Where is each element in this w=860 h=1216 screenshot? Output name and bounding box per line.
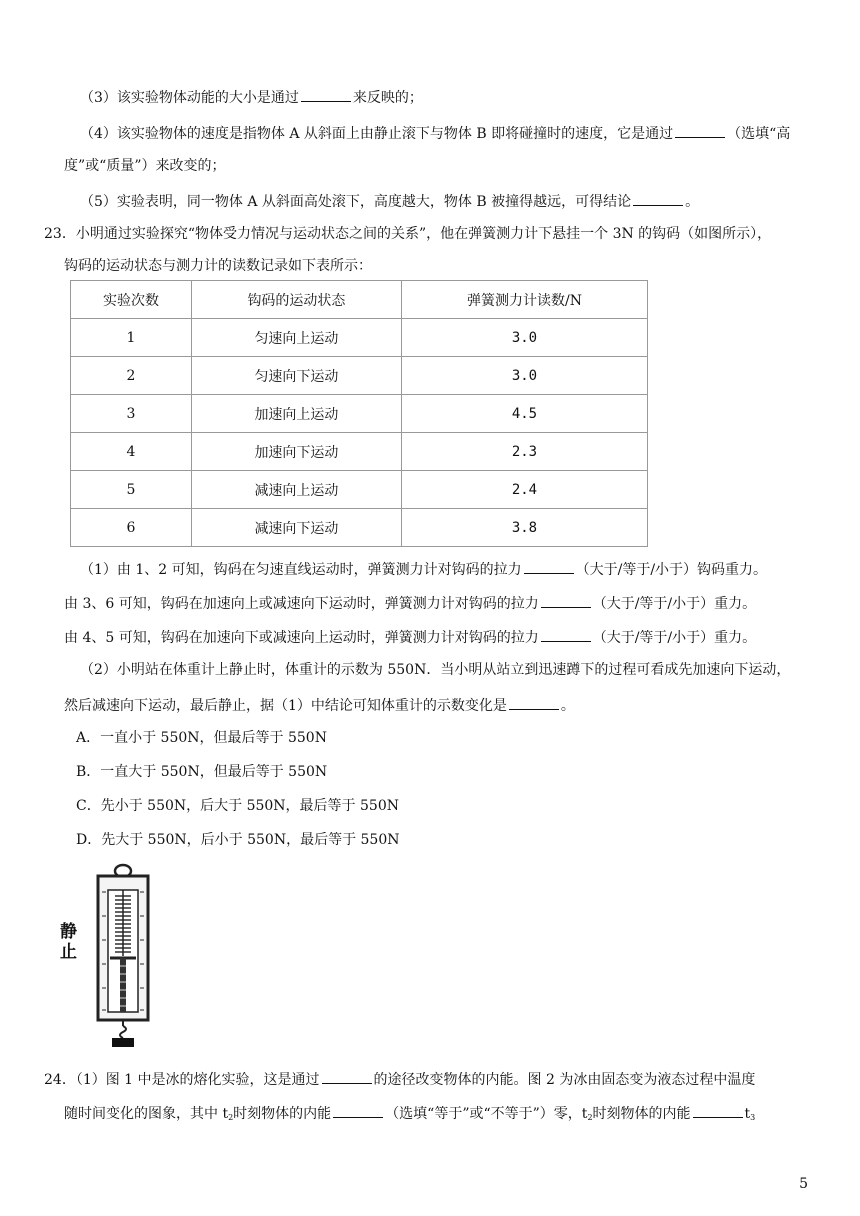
- table-cell: 减速向下运动: [191, 509, 401, 547]
- table-cell: 4.5: [401, 395, 647, 433]
- table-cell: 2: [71, 357, 192, 395]
- table-row: [71, 433, 648, 471]
- answer-blank[interactable]: [693, 1102, 743, 1118]
- table-cell: 2.3: [401, 433, 647, 471]
- answer-blank[interactable]: [675, 122, 725, 138]
- q22-line-4b: 度”或“质量”）来改变的；: [64, 158, 226, 174]
- table-cell: 3.0: [401, 357, 647, 395]
- answer-blank[interactable]: [322, 1068, 372, 1084]
- table-header-row: [71, 281, 648, 319]
- option-c[interactable]: C．先小于 550N，后大于 550N，最后等于 550N: [76, 798, 399, 814]
- answer-blank[interactable]: [524, 558, 574, 574]
- table-row: [71, 509, 648, 547]
- q23-intro-1: 23．小明通过实验探究“物体受力情况与运动状态之间的关系”，他在弹簧测力计下悬挂一个 3N 的钩码（如图所示），: [44, 226, 772, 242]
- data-table: [70, 280, 648, 547]
- page-number: 5: [799, 1176, 808, 1192]
- q22-line-4: （4）该实验物体的速度是指物体 A 从斜面上由静止滚下与物体 B 即将碰撞时的速度，它是通过 （选填“高: [80, 122, 790, 144]
- table-cell: 5: [71, 471, 192, 509]
- spring-scale-figure: [60, 862, 160, 1048]
- table-cell: 3: [71, 395, 192, 433]
- table-cell: 6: [71, 509, 192, 547]
- table-row: [71, 471, 648, 509]
- option-a[interactable]: A．一直小于 550N，但最后等于 550N: [76, 730, 327, 746]
- answer-blank[interactable]: [301, 86, 351, 102]
- figure-label: 静止: [60, 922, 77, 962]
- q23-part2-line-b: 然后减速向下运动，最后静止，据（1）中结论可知体重计的示数变化是 。: [64, 694, 575, 716]
- header-cell: 实验次数: [71, 281, 192, 319]
- header-cell: 钩码的运动状态: [191, 281, 401, 319]
- answer-blank[interactable]: [633, 190, 683, 206]
- table-cell: 1: [71, 319, 192, 357]
- option-d[interactable]: D．先大于 550N，后小于 550N，最后等于 550N: [76, 832, 400, 848]
- table-row: [71, 395, 648, 433]
- table-cell: 3.0: [401, 319, 647, 357]
- answer-blank[interactable]: [509, 694, 559, 710]
- q22-line-3: （3）该实验物体动能的大小是通过 来反映的；: [80, 86, 423, 108]
- header-cell: 弹簧测力计读数/N: [401, 281, 647, 319]
- answer-blank[interactable]: [333, 1102, 383, 1118]
- q23-part1-line-c: 由 4、5 可知，钩码在加速向下或减速向上运动时，弹簧测力计对钩码的拉力 （大于/等于/小于）重力。: [64, 626, 756, 648]
- answer-blank[interactable]: [541, 592, 591, 608]
- q22-line-5: （5）实验表明，同一物体 A 从斜面高处滚下，高度越大，物体 B 被撞得越远，可得结论 。: [80, 190, 699, 212]
- table-row: [71, 357, 648, 395]
- q24-line-2: 随时间变化的图象，其中 $t_2$时刻物体的内能 （选填“等于”或“不等于”）零，$t_2$时刻物体的内能 $t_3$: [64, 1102, 755, 1128]
- table-cell: 匀速向上运动: [191, 319, 401, 357]
- table-cell: 3.8: [401, 509, 647, 547]
- table-cell: 减速向上运动: [191, 471, 401, 509]
- q23-part2-line-a: （2）小明站在体重计上静止时，体重计的示数为 550N．当小明从站立到迅速蹲下的过程可看成先加速向下运动，: [80, 662, 791, 678]
- option-b[interactable]: B．一直大于 550N，但最后等于 550N: [76, 764, 328, 780]
- q24-line-1: 24．（1）图 1 中是冰的熔化实验，这是通过 的途径改变物体的内能。图 2 为冰由固态变为液态过程中温度: [44, 1068, 755, 1090]
- table-cell: 加速向下运动: [191, 433, 401, 471]
- table-cell: 匀速向下运动: [191, 357, 401, 395]
- table-cell: 加速向上运动: [191, 395, 401, 433]
- answer-blank[interactable]: [541, 626, 591, 642]
- table-row: [71, 319, 648, 357]
- q23-part1-line-b: 由 3、6 可知，钩码在加速向上或减速向下运动时，弹簧测力计对钩码的拉力 （大于/等于/小于）重力。: [64, 592, 756, 614]
- q23-part1-line-a: （1）由 1、2 可知，钩码在匀速直线运动时，弹簧测力计对钩码的拉力 （大于/等于/小于）钩码重力。: [80, 558, 767, 580]
- table-cell: 2.4: [401, 471, 647, 509]
- q23-intro-2: 钩码的运动状态与测力计的读数记录如下表所示：: [64, 258, 372, 274]
- table-cell: 4: [71, 433, 192, 471]
